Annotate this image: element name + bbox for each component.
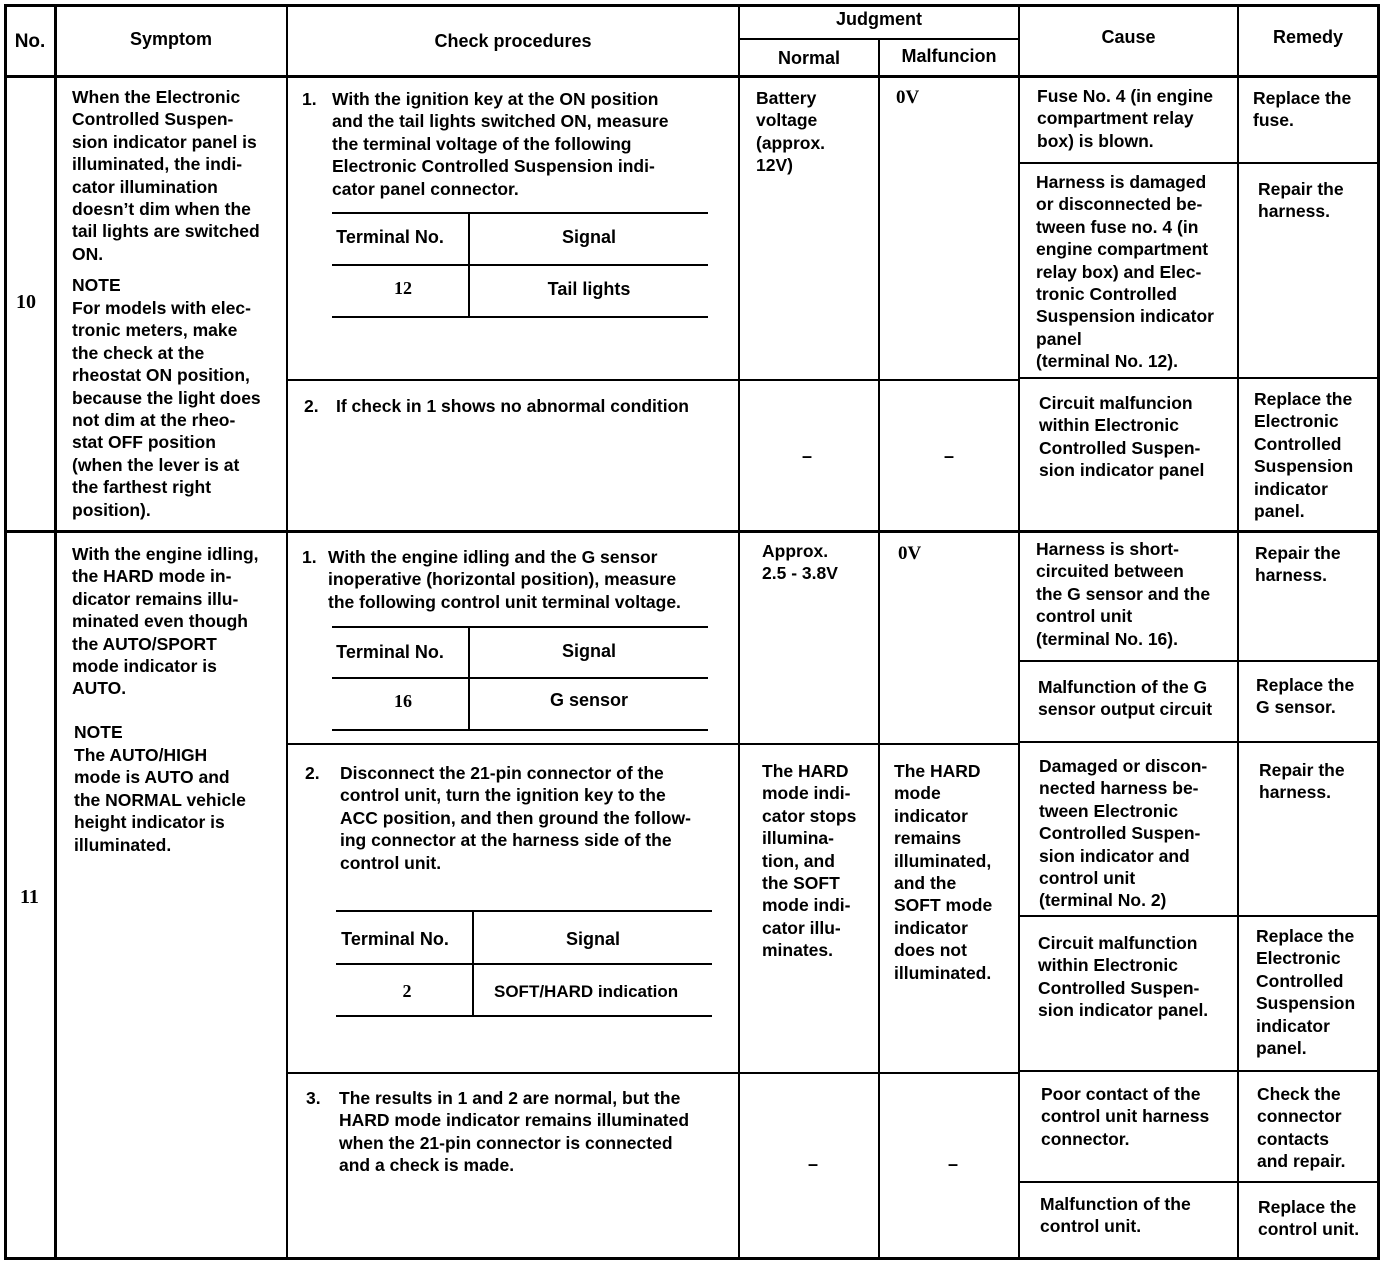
- sub-rule-bottom: [336, 1015, 712, 1017]
- step-number: 1.: [302, 89, 317, 109]
- row11-step1-normal: Approx. 2.5 - 3.8V: [762, 541, 838, 584]
- table-border-left: [4, 4, 7, 1260]
- row10-terminal-table: [332, 212, 708, 318]
- row11-remedy-5: Check the connector contacts and repair.: [1257, 1084, 1346, 1172]
- row11-remedy-2: Replace the G sensor.: [1256, 675, 1355, 718]
- cause-divider-1: [1018, 162, 1380, 164]
- header-malfunction: Malfuncion: [901, 46, 997, 66]
- row11-remedy-1: Repair the harness.: [1255, 543, 1341, 586]
- sub-rule-top: [336, 910, 712, 912]
- header-judgment: Judgment: [835, 9, 922, 29]
- cause-divider-3: [1018, 660, 1380, 662]
- header-remedy: Remedy: [1272, 27, 1344, 47]
- signal-value: G sensor: [549, 690, 629, 710]
- row11-step1-terminal-table: [332, 626, 708, 732]
- row10-symptom: When the Electronic Controlled Suspen- sion indicator panel is illuminated, the indi- cator illumination doesn’t dim when the tail lights are switched ON.: [72, 87, 260, 264]
- signal-value: SOFT/HARD indication: [494, 982, 679, 1001]
- row11-remedy-6: Replace the control unit.: [1258, 1197, 1360, 1240]
- row11-cause-2: Malfunction of the G sensor output circuit: [1038, 677, 1213, 720]
- row10-step1-normal: Battery voltage (approx. 12V): [756, 88, 826, 176]
- sub-rule-top: [332, 212, 708, 214]
- row11-cause-4: Circuit malfunction within Electronic Controlled Suspen- sion indicator panel.: [1038, 933, 1209, 1021]
- row10-step2-normal: –: [802, 446, 813, 466]
- step-number: 3.: [306, 1088, 321, 1108]
- step-text: Disconnect the 21-pin connector of the control unit, turn the ignition key to the ACC position, and then ground the follow- ing connector at the harness side of the control unit.: [340, 763, 691, 873]
- row11-step2-terminal-table: [336, 910, 712, 1018]
- row10-note: For models with elec- tronic meters, make the check at the rheostat ON position, because the light does not dim at the rheo- stat OFF position (when the lever is at the farthest right position).: [72, 298, 261, 520]
- row10-cause-1: Fuse No. 4 (in engine compartment relay box) is blown.: [1037, 86, 1213, 151]
- terminal-value: 16: [394, 691, 412, 711]
- sub-rule-mid: [336, 963, 712, 965]
- sub-rule-bottom: [332, 316, 708, 318]
- header-symptom: Symptom: [129, 29, 212, 49]
- table-border-top: [4, 4, 1380, 7]
- row10-step1-malfunction: 0V: [896, 87, 920, 108]
- signal-value: Tail lights: [547, 279, 631, 299]
- row10-note-title: NOTE: [72, 275, 121, 295]
- row10-step2-malfunction: –: [944, 446, 955, 466]
- row11-cause-6: Malfunction of the control unit.: [1040, 1194, 1191, 1237]
- header-cause: Cause: [1101, 27, 1156, 47]
- sub-rule-bottom: [332, 729, 708, 731]
- row10-remedy-1: Replace the fuse.: [1253, 88, 1352, 131]
- terminal-value: 12: [394, 278, 412, 298]
- sub-rule-mid: [332, 677, 708, 679]
- row10-remedy-3: Replace the Electronic Controlled Suspension indicator panel.: [1254, 389, 1354, 522]
- col-divider-normal: [878, 38, 880, 1260]
- table-border-bottom: [4, 1257, 1380, 1260]
- row11-cause-1: Harness is short- circuited between the G sensor and the control unit (terminal No. 16).: [1036, 539, 1211, 649]
- cause-divider-4: [1018, 741, 1380, 743]
- terminal-value: 2: [402, 981, 412, 1001]
- row10-remedy-2: Repair the harness.: [1258, 179, 1344, 222]
- cause-divider-5: [1018, 915, 1380, 917]
- judgment-subheader-divider: [738, 38, 1020, 40]
- step-text: With the engine idling and the G sensor inoperative (horizontal position), measure the following control unit terminal voltage.: [328, 547, 681, 612]
- row11-remedy-3: Repair the harness.: [1259, 760, 1345, 803]
- col-terminal-no: Terminal No.: [341, 929, 449, 949]
- sub-rule-mid: [332, 264, 708, 266]
- col-divider-no: [54, 4, 57, 1260]
- col-signal: Signal: [561, 227, 616, 247]
- row11-number: 11: [20, 886, 39, 908]
- col-signal: Signal: [565, 929, 620, 949]
- row11-step2-malfunction: The HARD mode indicator remains illuminated, and the SOFT mode indicator does not illuminated.: [894, 761, 993, 983]
- step-number: 2.: [305, 763, 320, 783]
- row11-step1-divider: [286, 743, 1020, 745]
- row11-note-title: NOTE: [74, 722, 123, 742]
- cause-divider-6: [1018, 1070, 1380, 1072]
- row11-symptom: With the engine idling, the HARD mode in- dicator remains illu- minated even though the AUTO/SPORT mode indicator is AUTO.: [72, 544, 259, 699]
- step-number: 1.: [302, 547, 317, 567]
- col-signal: Signal: [561, 641, 616, 661]
- step-text: If check in 1 shows no abnormal condition: [336, 396, 689, 416]
- row10-number: 10: [16, 291, 36, 313]
- col-terminal-no: Terminal No.: [336, 642, 444, 662]
- row11-remedy-4: Replace the Electronic Controlled Suspension indicator panel.: [1256, 926, 1356, 1059]
- row11-step3-malfunction: –: [948, 1154, 959, 1174]
- row11-step3-normal: –: [808, 1154, 819, 1174]
- col-terminal-no: Terminal No.: [336, 227, 444, 247]
- step-text: The results in 1 and 2 are normal, but the HARD mode indicator remains illuminated when the 21-pin connector is connected and a check is made.: [339, 1088, 690, 1176]
- row11-cause-5: Poor contact of the control unit harness connector.: [1041, 1084, 1210, 1149]
- row11-note: The AUTO/HIGH mode is AUTO and the NORMAL vehicle height indicator is illuminated.: [74, 745, 246, 855]
- row11-step2-normal: The HARD mode indi- cator stops illumina- tion, and the SOFT mode indi- cator illu- minates.: [762, 761, 857, 961]
- row10-cause-3: Circuit malfuncion within Electronic Controlled Suspen- sion indicator panel: [1039, 393, 1205, 481]
- header-normal: Normal: [777, 48, 840, 68]
- step-number: 2.: [304, 396, 319, 416]
- step-text: With the ignition key at the ON position and the tail lights switched ON, measure the terminal voltage of the following Electronic Controlled Suspension indi- cator panel connector.: [332, 89, 669, 199]
- cause-divider-7: [1018, 1181, 1380, 1183]
- row11-step1-malfunction: 0V: [898, 543, 922, 564]
- row10-step-divider: [286, 379, 1020, 381]
- sub-rule-top: [332, 626, 708, 628]
- header-no: No.: [14, 31, 46, 52]
- row10-cause-2: Harness is damaged or disconnected be- tween fuse no. 4 (in engine compartment relay box) and Elec- tronic Controlled Suspension indicator panel (terminal No. 12).: [1036, 172, 1214, 372]
- header-divider: [4, 75, 1380, 78]
- row-divider: [4, 530, 1380, 533]
- cause-divider-2: [1018, 377, 1380, 379]
- row11-step2-divider: [286, 1072, 1020, 1074]
- row11-cause-3: Damaged or discon- nected harness be- tween Electronic Controlled Suspen- sion indicator and control unit (terminal No. 2): [1039, 756, 1208, 911]
- header-check-procedures: Check procedures: [434, 31, 592, 51]
